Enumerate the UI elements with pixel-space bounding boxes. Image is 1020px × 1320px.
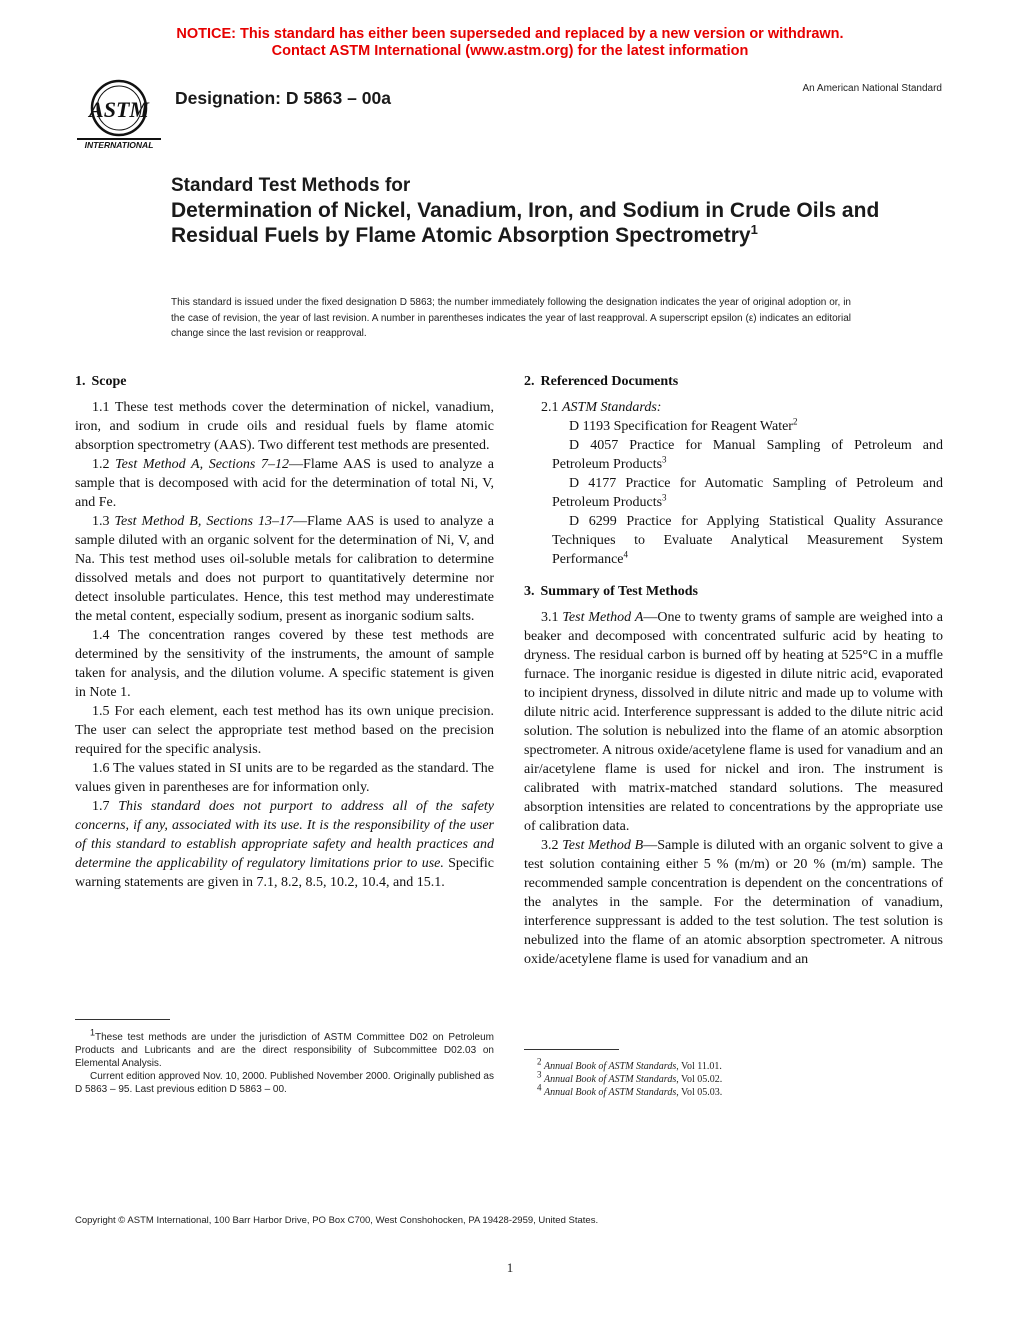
copyright-line: Copyright © ASTM International, 100 Barr Harbor Drive, PO Box C700, West Conshohocken, PA 19428-2959, United States. [75, 1215, 599, 1226]
logo-subtext: INTERNATIONAL [84, 140, 154, 150]
summary-heading: 3. Summary of Test Methods [524, 584, 699, 599]
ref-item: D 1193 Specification for Reagent Water$^2$ [569, 416, 798, 434]
footnotes-left [75, 1027, 494, 1096]
designation: Designation: D 5863 – 00a [175, 88, 391, 108]
scope-1-7: 1.7 This standard does not purport to address all of the safety concerns, if any, associated with its use. It is the responsibility of the user of this standard to establish appropriate safety and health practices and determine the applicability of regulatory limitations prior to use. Specific warning statements are given in 7.1, 8.2, 8.5, 10.2, 10.4, and 15.1. [75, 799, 495, 890]
footnotes-right [537, 1056, 957, 1099]
page-number: 1 [506, 1260, 514, 1275]
astm-standards-subheading: 2.1 ASTM Standards: [541, 400, 662, 415]
ref-item: D 4057 Practice for Manual Sampling of Petroleum and Petroleum Products$^3$ [552, 438, 943, 472]
scope-1-1: 1.1 These test methods cover the determination of nickel, vanadium, iron, and sodium in crude oils and residual fuels by flame atomic absorption spectrometry (AAS). Two different test methods are presented. [75, 400, 494, 453]
footnote-divider-left [75, 1019, 170, 1020]
scope-1-4: 1.4 The concentration ranges covered by these test methods are determined by the sensitivity of the instruments, the amount of sample taken for analysis, and the dilution volume. A specific statement is given in Note 1. [75, 628, 494, 700]
ref-item: D 4177 Practice for Automatic Sampling of Petroleum and Petroleum Products$^3$ [552, 476, 943, 510]
notice-line-2: Contact ASTM International (www.astm.org) for the latest information [271, 43, 749, 59]
scope-heading: 1. Scope [75, 374, 127, 389]
document-title [171, 174, 891, 248]
footnote-divider-right [524, 1049, 619, 1050]
left-column [75, 372, 494, 892]
ref-item: D 6299 Practice for Applying Statistical Quality Assurance Techniques to Evaluate Analytical Measurement System Performance$^4$ [552, 514, 943, 567]
scope-1-3: 1.3 Test Method B, Sections 13–17—Flame AAS is used to analyze a sample diluted with an organic solvent for the determination of Ni, V, and Na. This test method uses oil-soluble metals for calibration to determine dissolved metals and does not purport to quantitatively determine nor detect insoluble particulates. Hence, this test method may underestimate the metal content, especially sodium, present as inorganic sodium salts. [75, 514, 495, 624]
footnote-2: $^2$ Annual Book of ASTM Standards, Vol 11.01. [537, 1056, 722, 1072]
title-prefix: Standard Test Methods for [171, 175, 411, 196]
right-column [524, 372, 943, 969]
national-standard-label: An American National Standard [802, 83, 942, 94]
withdrawal-notice [0, 26, 1020, 60]
title-footnote-mark: 1 [750, 222, 758, 237]
logo-text: ASTM [89, 97, 149, 122]
scope-1-6: 1.6 The values stated in SI units are to be regarded as the standard. The values given in parentheses are for information only. [75, 761, 494, 795]
footnote-4: $^4$ Annual Book of ASTM Standards, Vol 05.03. [537, 1082, 723, 1098]
notice-line-1: NOTICE: This standard has either been superseded and replaced by a new version or withdrawn. [176, 26, 844, 42]
issuance-note: This standard is issued under the fixed designation D 5863; the number immediately following the designation indicates the year of original adoption or, in the case of revision, the year of last revision. A number in parentheses indicates the year of last reapproval. A superscript epsilon (ε) indicates an editorial change since the last revision or reapproval. [171, 297, 851, 339]
summary-3-2: 3.2 Test Method B—Sample is diluted with an organic solvent to give a test solution containing either 5 % (m/m) or 20 % (m/m) sample. The recommended sample concentration is dependent on the concentrations of the analytes in the sample. For the determination of vanadium, interference suppressant is added to the test solution. The test solution is nebulized into the flame of an atomic absorption spectrometer. A nitrous oxide/acetylene flame is used for vanadium and an [524, 838, 944, 967]
scope-1-5: 1.5 For each element, each test method has its own unique precision. The user can select the appropriate test method based on the precision required for the specific analysis. [75, 704, 494, 757]
footnote-3: $^3$ Annual Book of ASTM Standards, Vol 05.02. [537, 1069, 723, 1085]
footnote-1: $^1$These test methods are under the jurisdiction of ASTM Committee D02 on Petroleum Products and Lubricants and are the direct responsibility of Subcommittee D02.03 on Elemental Analysis. [75, 1027, 494, 1069]
title-main: Determination of Nickel, Vanadium, Iron, and Sodium in Crude Oils and Residual Fuels by Flame Atomic Absorption Spectrometry$^1$ [171, 199, 880, 247]
summary-3-1: 3.1 Test Method A—One to twenty grams of sample are weighed into a beaker and decomposed with concentrated sulfuric acid by heating to dryness. The residual carbon is burned off by heating at 525°C in a muffle furnace. The inorganic residue is digested in dilute nitric acid, evaporated to incipient dryness, dissolved in dilute nitric and made up to volume with dilute nitric acid. Interference suppressant is added to the dilute nitric acid solution. The solution is nebulized into the flame of an atomic absorption spectrometer. A nitrous oxide/acetylene flame is used for vanadium and an air/acetylene flame is used for nickel and iron. The instrument is calibrated with matrix-matched standard solutions. The measured absorption intensities are related to concentrations by the appropriate use of calibration data. [524, 610, 943, 834]
scope-1-2: 1.2 Test Method A, Sections 7–12—Flame AAS is used to analyze a sample that is decomposed with acid for the determination of total Ni, V, and Fe. [75, 457, 495, 510]
astm-logo [74, 74, 164, 150]
footnote-1-edition: Current edition approved Nov. 10, 2000. Published November 2000. Originally published as D 5863 – 95. Last previous edition D 5863 – 00. [75, 1071, 494, 1095]
referenced-documents-heading: 2. Referenced Documents [524, 374, 679, 389]
